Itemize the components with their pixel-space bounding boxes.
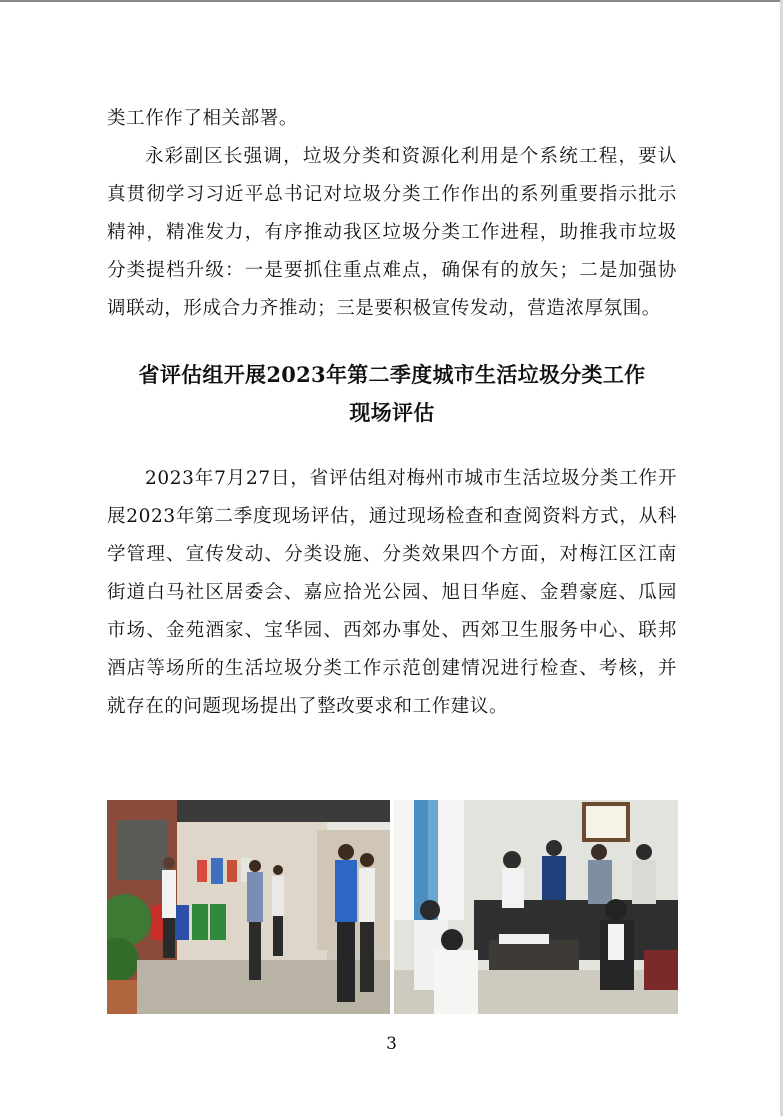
photo-outdoor-inspection [107,800,390,1014]
paragraph-vice-district-head: 永彩副区长强调，垃圾分类和资源化利用是个系统工程，要认真贯彻学习习近平总书记对垃圾分类工作作出的系列重要指示批示精神，精准发力，有序推动我区垃圾分类工作进程，助推我市垃圾分类提档升级：一是要抓住重点难点，确保有的放矢；二是加强协调联动，形成合力齐推动；三是要积极宣传发动，营造浓厚氛围。 [107,146,677,319]
photo-meeting-room [394,800,678,1014]
section-heading-line1: 省评估组开展2023年第二季度城市生活垃圾分类工作 [138,362,646,387]
paragraph-evaluation: 2023年7月27日，省评估组对梅州市城市生活垃圾分类工作开展2023年第二季度现场评估，通过现场检查和查阅资料方式，从科学管理、宣传发动、分类设施、分类效果四个方面，对梅江区江南街道白马社区居委会、嘉应拾光公园、旭日华庭、金碧豪庭、瓜园市场、金苑酒家、宝华园、西郊办事处、西郊卫生服务中心、联邦酒店等场所的生活垃圾分类工作示范创建情况进行检查、考核，并就存在的问题现场提出了整改要求和工作建议。 [107,468,677,717]
photo-strip [107,800,678,1014]
paragraph-continuation: 类工作作了相关部署。 [107,108,299,129]
section-heading [107,356,677,432]
document-body [107,100,677,726]
page-number: 3 [386,1034,397,1054]
top-border [0,0,783,2]
section-heading-line2: 现场评估 [349,400,435,425]
